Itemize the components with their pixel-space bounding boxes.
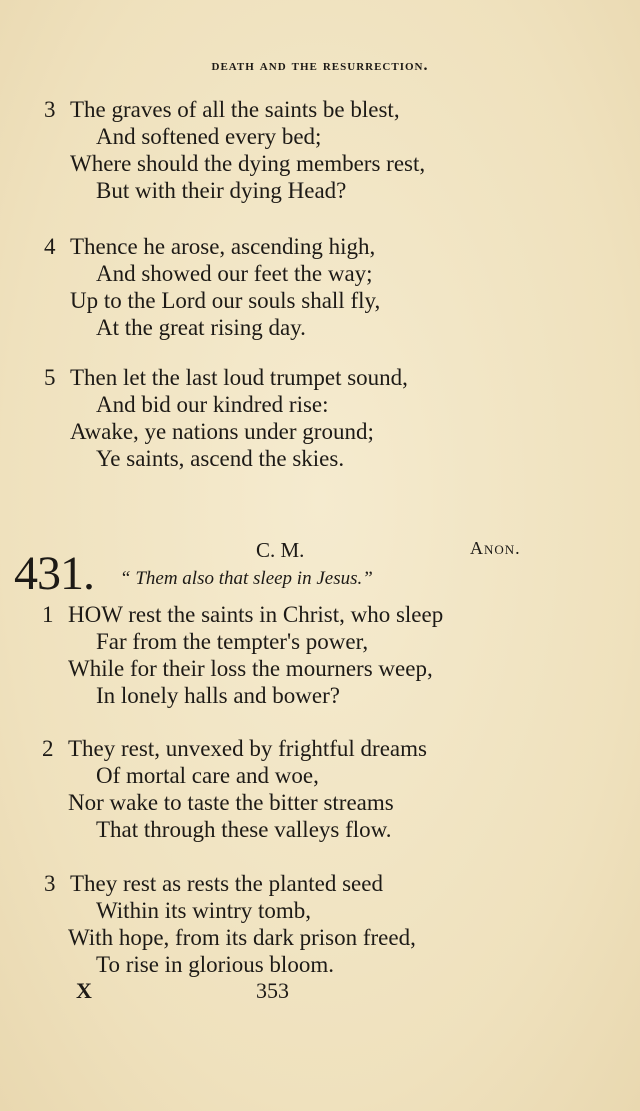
stanza-number: 1 [42, 602, 54, 627]
stanza-line: Nor wake to taste the bitter streams [68, 790, 394, 815]
stanza-number: 3 [44, 97, 56, 122]
stanza-line: That through these valleys flow. [96, 817, 392, 842]
stanza-line: And bid our kindred rise: [96, 392, 329, 417]
hymn-epigraph: “ Them also that sleep in Jesus.” [120, 568, 373, 589]
signature-mark: X [76, 978, 92, 1003]
hymn-number: 431. [14, 547, 94, 600]
stanza-number: 3 [44, 871, 56, 896]
stanza-line: They rest as rests the planted seed [70, 871, 383, 896]
hymn-author: Anon. [470, 538, 521, 558]
hymn-meter: C. M. [256, 538, 305, 562]
stanza-line: HOW rest the saints in Christ, who sleep [68, 602, 444, 627]
stanza-line: Far from the tempter's power, [96, 629, 369, 654]
stanza-line: They rest, unvexed by frightful dreams [68, 736, 427, 761]
stanza-line: To rise in glorious bloom. [96, 952, 334, 977]
stanza-line: Of mortal care and woe, [96, 763, 319, 788]
stanza-line: In lonely halls and bower? [96, 683, 340, 708]
stanza-line: Awake, ye nations under ground; [70, 419, 374, 444]
running-head: death and the resurrection. [211, 57, 429, 74]
stanza-line: Thence he arose, ascending high, [70, 234, 376, 259]
stanza-line: Within its wintry tomb, [96, 898, 312, 923]
stanza-line: Up to the Lord our souls shall fly, [70, 288, 381, 313]
stanza-line: With hope, from its dark prison freed, [68, 925, 416, 950]
stanza-line: And showed our feet the way; [96, 261, 373, 286]
stanza-line: Ye saints, ascend the skies. [96, 446, 345, 471]
stanza-line: But with their dying Head? [96, 178, 347, 203]
page-number: 353 [256, 978, 289, 1003]
stanza-line: The graves of all the saints be blest, [70, 97, 400, 122]
stanza-number: 4 [44, 234, 56, 259]
stanza-line: While for their loss the mourners weep, [68, 656, 433, 681]
stanza-line: Where should the dying members rest, [70, 151, 426, 176]
stanza-line: At the great rising day. [96, 315, 306, 340]
stanza-line: And softened every bed; [96, 124, 322, 149]
stanza-line: Then let the last loud trumpet sound, [70, 365, 408, 390]
stanza-number: 2 [42, 736, 54, 761]
stanza-number: 5 [44, 365, 56, 390]
